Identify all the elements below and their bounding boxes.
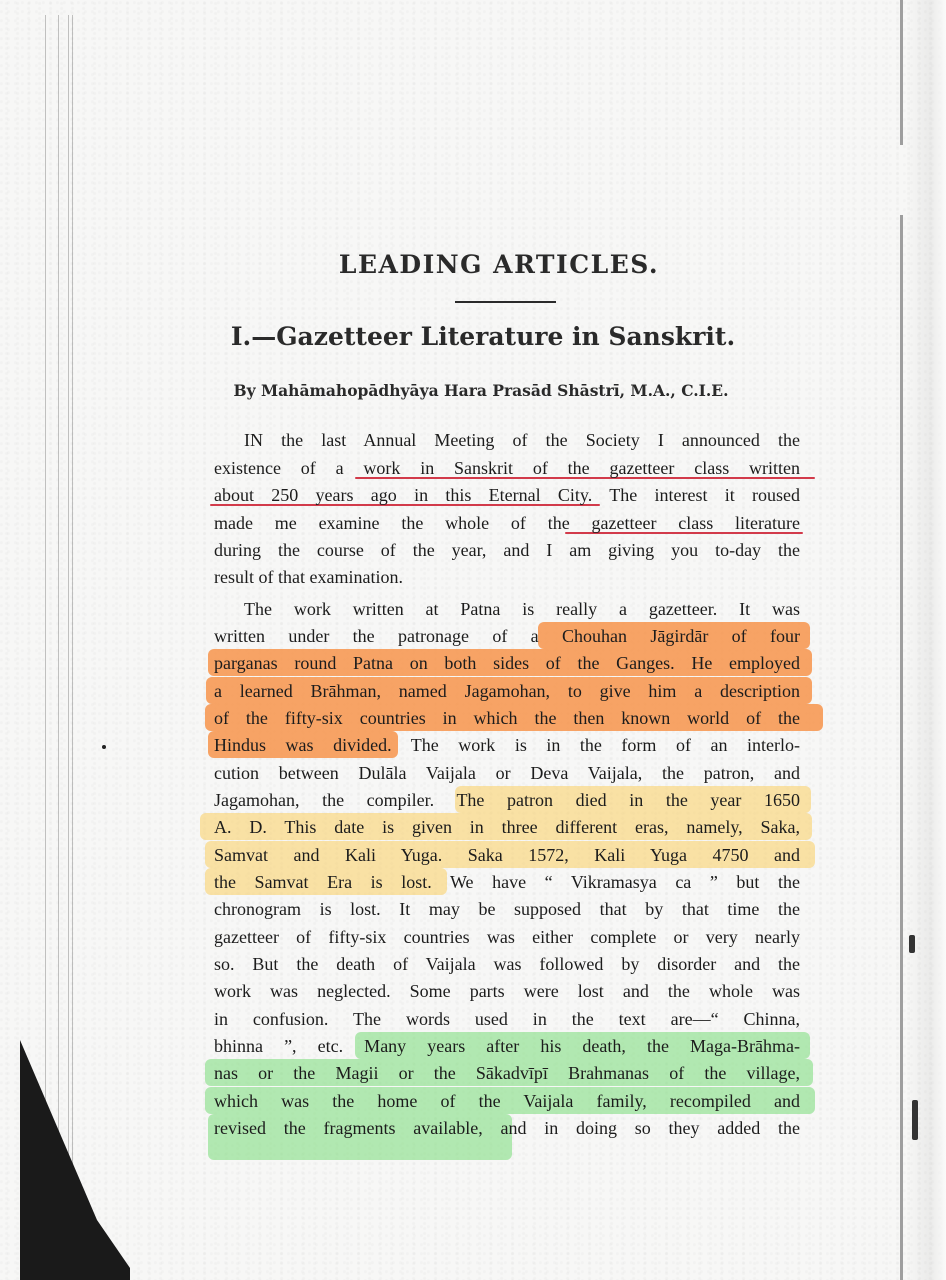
- scan-gutter-line: [68, 15, 69, 1280]
- scan-speck: [912, 1100, 918, 1140]
- scan-speck: [909, 935, 915, 953]
- page-corner-shadow: [20, 1040, 130, 1280]
- section-title: LEADING ARTICLES.: [338, 250, 660, 279]
- body-text-line: which was the home of the Vaijala family, recompiled and: [214, 1091, 800, 1111]
- body-text-line: about 250 years ago in this Eternal City. The interest it roused: [214, 485, 800, 505]
- body-text-line: work was neglected. Some parts were lost and the whole was: [214, 981, 800, 1001]
- page-edge-shadow: [906, 0, 946, 1280]
- body-text-line: IN the last Annual Meeting of the Society I announced the: [244, 430, 800, 450]
- body-text-line: the Samvat Era is lost. We have “ Vikramasya ca ” but the: [214, 872, 800, 892]
- scan-gutter-line: [45, 15, 46, 1280]
- body-text-line: existence of a work in Sanskrit of the gazetteer class written: [214, 458, 800, 478]
- body-text-line: nas or the Magii or the Sākadvīpī Brahmanas of the village,: [214, 1063, 800, 1083]
- body-text-line: chronogram is lost. It may be supposed that by that time the: [214, 899, 800, 919]
- binding-edge-line: [900, 215, 903, 1280]
- body-text-line: Jagamohan, the compiler. The patron died in the year 1650: [214, 790, 800, 810]
- author-byline: By Mahāmahopādhyāya Hara Prasād Shāstrī, M.A., C.I.E.: [233, 381, 729, 400]
- binding-edge-line: [900, 0, 903, 145]
- body-text-line: gazetteer of fifty-six countries was either complete or very nearly: [214, 927, 800, 947]
- body-text-line: revised the fragments available, and in doing so they added the: [214, 1118, 800, 1138]
- scan-speck: [102, 745, 106, 749]
- body-text-line: bhinna ”, etc. Many years after his death, the Maga-Brāhma-: [214, 1036, 800, 1056]
- body-text-line: Samvat and Kali Yuga. Saka 1572, Kali Yuga 4750 and: [214, 845, 800, 865]
- scan-gutter-line: [72, 15, 73, 1280]
- body-text-line: so. But the death of Vaijala was followed by disorder and the: [214, 954, 800, 974]
- body-text-line: parganas round Patna on both sides of the Ganges. He employed: [214, 653, 800, 673]
- body-text-line: cution between Dulāla Vaijala or Deva Vaijala, the patron, and: [214, 763, 800, 783]
- body-text-line: Hindus was divided. The work is in the form of an interlo-: [214, 735, 800, 755]
- body-text-line: written under the patronage of a Chouhan Jāgirdār of four: [214, 626, 800, 646]
- body-text-line: of the fifty-six countries in which the then known world of the: [214, 708, 800, 728]
- scan-gutter-line: [58, 15, 59, 1280]
- body-text-line: in confusion. The words used in the text are—“ Chinna,: [214, 1009, 800, 1029]
- body-text-line: made me examine the whole of the gazetteer class literature: [214, 513, 800, 533]
- body-text-line: a learned Brāhman, named Jagamohan, to give him a description: [214, 681, 800, 701]
- body-text-line: The work written at Patna is really a gazetteer. It was: [244, 599, 800, 619]
- body-text-line: result of that examination.: [214, 567, 403, 587]
- article-title: I.—Gazetteer Literature in Sanskrit.: [230, 322, 736, 351]
- body-text-line: A. D. This date is given in three different eras, namely, Saka,: [214, 817, 800, 837]
- body-text-line: during the course of the year, and I am giving you to-day the: [214, 540, 800, 560]
- title-divider: [455, 301, 556, 303]
